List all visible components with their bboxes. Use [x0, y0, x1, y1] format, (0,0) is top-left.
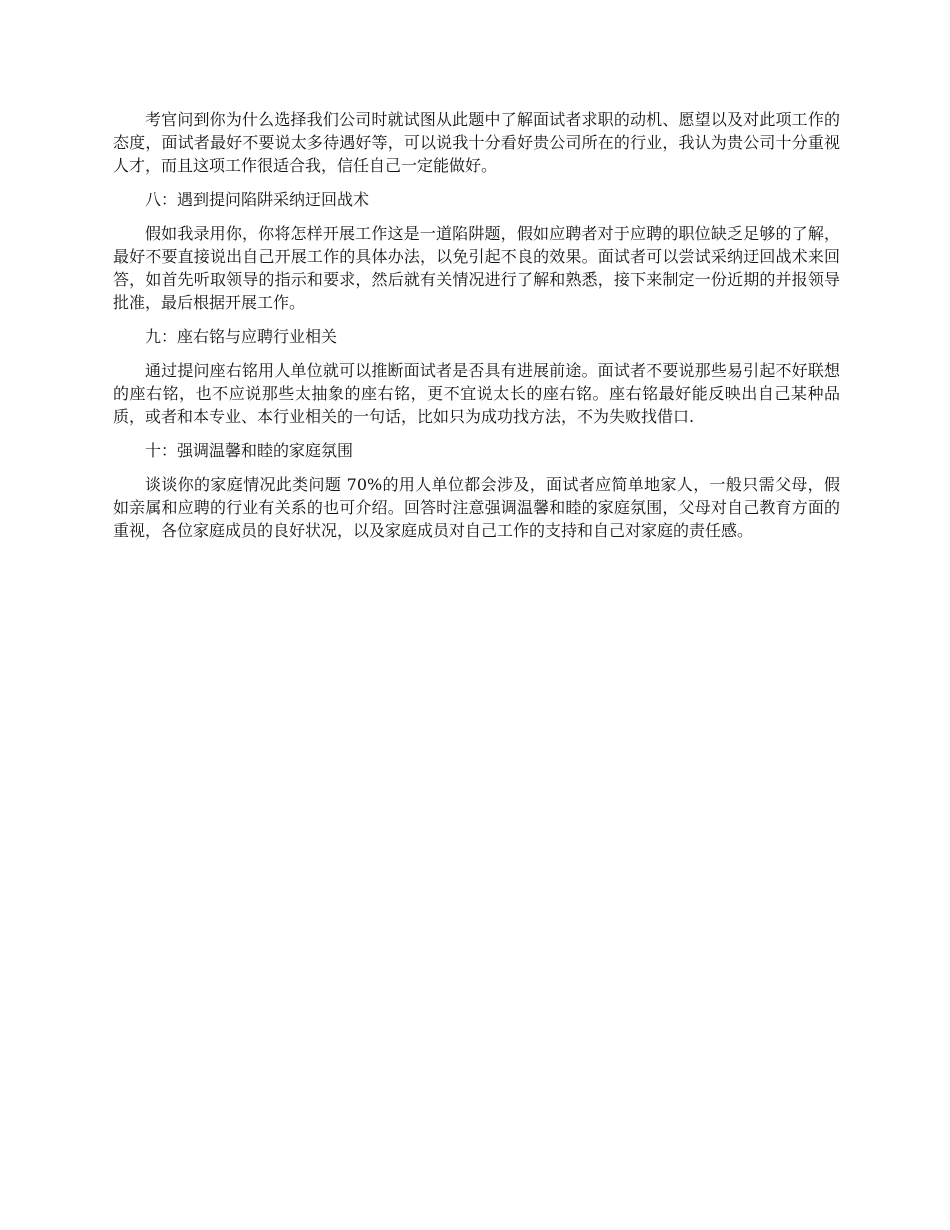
paragraph-trap-question: 假如我录用你，你将怎样开展工作这是一道陷阱题，假如应聘者对于应聘的职位缺乏足够的了解，最好不要直接说出自己开展工作的具体办法，以免引起不良的效果。面试者可以尝试采纳迂回战术来回答，如首先听取领导的指示和要求，然后就有关情况进行了解和熟悉，接下来制定一份近期的并报领导批准，最后根据开展工作。: [113, 224, 840, 312]
heading-section-10: 十：强调温馨和睦的家庭氛围: [145, 441, 354, 460]
heading-section-8: 八：遇到提问陷阱采纳迂回战术: [145, 190, 370, 209]
paragraph-family: 谈谈你的家庭情况此类问题 70%的用人单位都会涉及，面试者应简单地家人，一般只需父母，假如亲属和应聘的行业有关系的也可介绍。回答时注意强调温馨和睦的家庭氛围，父母对自己教育方面的重视，各位家庭成员的良好状况，以及家庭成员对自己工作的支持和自己对家庭的责任感。: [113, 475, 840, 540]
paragraph-motto: 通过提问座右铭用人单位就可以推断面试者是否具有进展前途。面试者不要说那些易引起不好联想的座右铭，也不应说那些太抽象的座右铭，更不宜说太长的座右铭。座右铭最好能反映出自己某种品质，或者和本专业、本行业相关的一句话，比如只为成功找方法，不为失败找借口.: [113, 361, 840, 426]
heading-section-9: 九：座右铭与应聘行业相关: [145, 327, 338, 346]
document-page: [113, 108, 840, 553]
paragraph-company-choice: 考官问到你为什么选择我们公司时就试图从此题中了解面试者求职的动机、愿望以及对此项工作的态度，面试者最好不要说太多待遇好等，可以说我十分看好贵公司所在的行业，我认为贵公司十分重视人才，而且这项工作很适合我，信任自己一定能做好。: [113, 110, 840, 175]
